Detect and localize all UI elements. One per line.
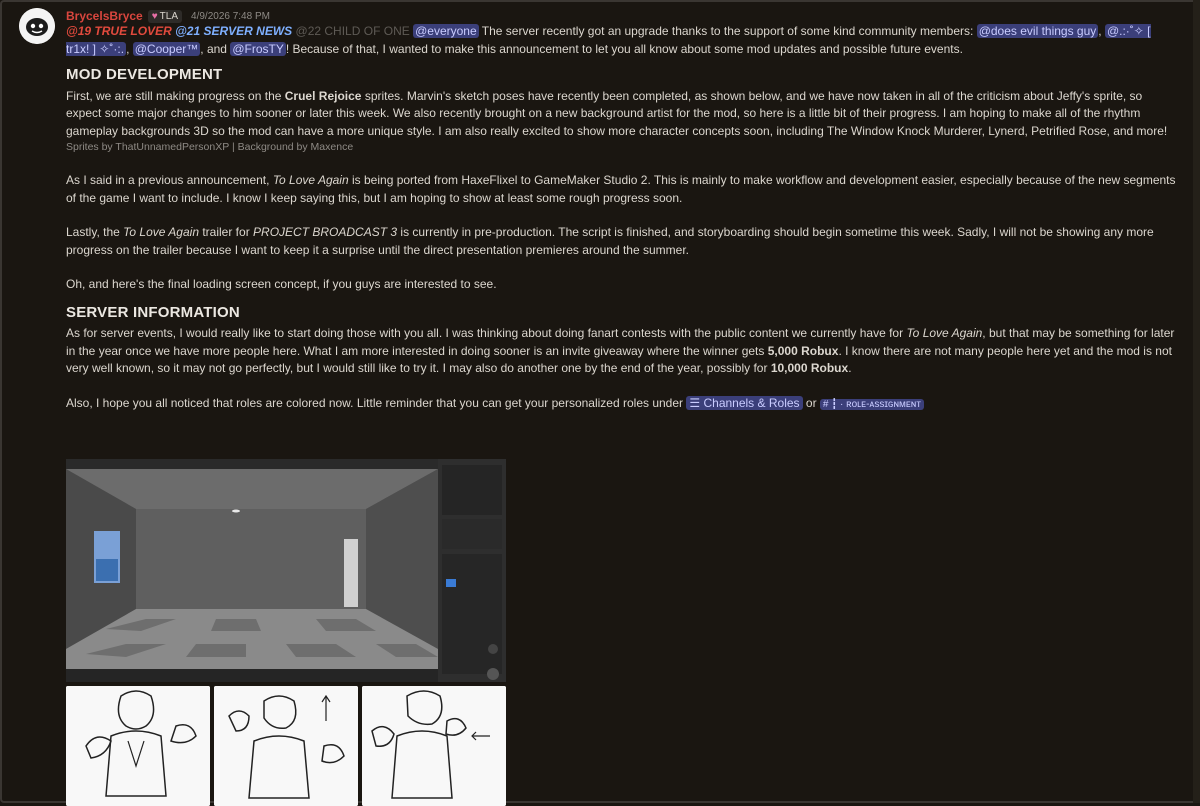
channels-roles-icon: ☰ — [689, 395, 701, 410]
role-mention-child-of-one[interactable]: @22 CHILD OF ONE — [295, 24, 410, 38]
user-avatar[interactable] — [19, 8, 55, 44]
channel-link-channels-roles[interactable]: ☰ Channels & Roles — [686, 396, 802, 410]
heart-icon: ♥ — [151, 10, 158, 22]
server-tag-label: TLA — [159, 10, 179, 22]
message-content — [66, 23, 1176, 413]
paragraph-roles: Also, I hope you all noticed that roles are colored now. Little reminder that you can get your personalized roles under ☰ Channels & Roles or # ┇ · ʀᴏʟᴇ-ᴀssɪɢɴᴍᴇɴᴛ — [66, 395, 1176, 414]
character-sketches — [66, 686, 506, 806]
author-name[interactable]: BrycelsBryce — [66, 9, 143, 23]
mention-everyone[interactable]: @everyone — [415, 24, 477, 38]
paragraph-porting: As I said in a previous announcement, To Love Again is being ported from HaxeFlixel to GameMaker Studio 2. This is mainly to make workflow and development easier, especially because of the new segments of the game I want to include. I know I keep saying this, but I am hoping to show at least some rough progress soon. — [66, 173, 1176, 205]
intro-text-end: ! Because of that, I wanted to make this announcement to let you all know about some mod updates and possible future events. — [285, 41, 963, 56]
server-tag[interactable] — [148, 10, 182, 23]
character-sketch-image[interactable] — [214, 686, 358, 806]
3d-room-render-image[interactable] — [66, 459, 506, 682]
paragraph-cruel-rejoice: First, we are still making progress on the Cruel Rejoice sprites. Marvin's sketch poses have recently been completed, as shown below, and we have now taken in all of the criticism about Jeffy's sprite, so expect some major changes to him sooner or later this week. We also recently brought on a new background artist for the mod, so here is a little bit of their progress. I am hoping to make all of the rhythm gameplay backgrounds 3D so the mod can have a more unique style. I am also really excited to show more character concepts soon, including The Window Knock Murderer, Lynerd, Petrified Rose, and more! — [66, 88, 1168, 138]
paragraph-loading-screen: Oh, and here's the final loading screen concept, if you guys are interested to see. — [66, 277, 497, 291]
character-sketch-image[interactable] — [362, 686, 506, 806]
user-mention-1[interactable]: @does evil things guy — [978, 24, 1097, 38]
user-mention-2[interactable]: @.:·˚✧ [ tr1x! ] ✧˚·:. — [66, 24, 1151, 56]
character-sketch-image[interactable] — [66, 686, 210, 806]
intro-paragraph: @19 TRUE LOVER @21 SERVER NEWS @22 CHILD OF ONE @everyone The server recently got an upgrade thanks to the support of some kind community members: @does evil things guy , @.:·˚✧ [ tr1x! ] ✧˚·:. , @Cooper™ , and @FrosTY ! Because of that, I wanted to make this announcement to let you all know about some mod updates and possible future events. — [66, 24, 1151, 56]
intro-text: The server recently got an upgrade thanks to the support of some kind community members: — [481, 24, 974, 38]
message-header — [66, 8, 270, 24]
scrollbar[interactable] — [1193, 0, 1200, 803]
heading-mod-development: MOD DEVELOPMENT — [66, 66, 223, 83]
paragraph-server-events: As for server events, I would really like to start doing those with you all. I was thinking about doing fanart contests with the public content we currently have for To Love Again, but that may be something for later in the year once we have more people here. What I am more interested in doing sooner is an invite giveaway where the winner gets 5,000 Robux. I know there are not many people here yet and the mod is not very well known, so it may not go perfectly, but I would still like to try it. I may also do another one by the end of the year, possibly for 10,000 Robux. — [66, 326, 1175, 375]
paragraph-trailer: Lastly, the To Love Again trailer for PROJECT BROADCAST 3 is currently in pre-production. The script is finished, and storyboarding should begin sometime this week. Sadly, I will not be showing any more progress on the trailer because I want to keep it a surprise until the direct presentation premieres around the summer. — [66, 225, 1154, 257]
heading-server-information: SERVER INFORMATION — [66, 303, 240, 321]
timestamp: 4/9/2026 7:48 PM — [191, 10, 270, 22]
bold-cruel-rejoice: Cruel Rejoice — [284, 88, 362, 103]
user-mention-3[interactable]: @Cooper™ — [134, 41, 199, 56]
user-mention-4[interactable]: @FrosTY — [232, 41, 284, 56]
role-mention-server-news[interactable]: @21 SERVER NEWS — [175, 24, 293, 38]
role-mention-true-lover[interactable]: @19 TRUE LOVER — [66, 24, 172, 38]
channel-link-role-assignment[interactable]: # ┇ · ʀᴏʟᴇ-ᴀssɪɢɴᴍᴇɴᴛ — [820, 399, 924, 410]
credits-subtext: Sprites by ThatUnnamedPersonXP | Background by Maxence — [66, 141, 354, 153]
